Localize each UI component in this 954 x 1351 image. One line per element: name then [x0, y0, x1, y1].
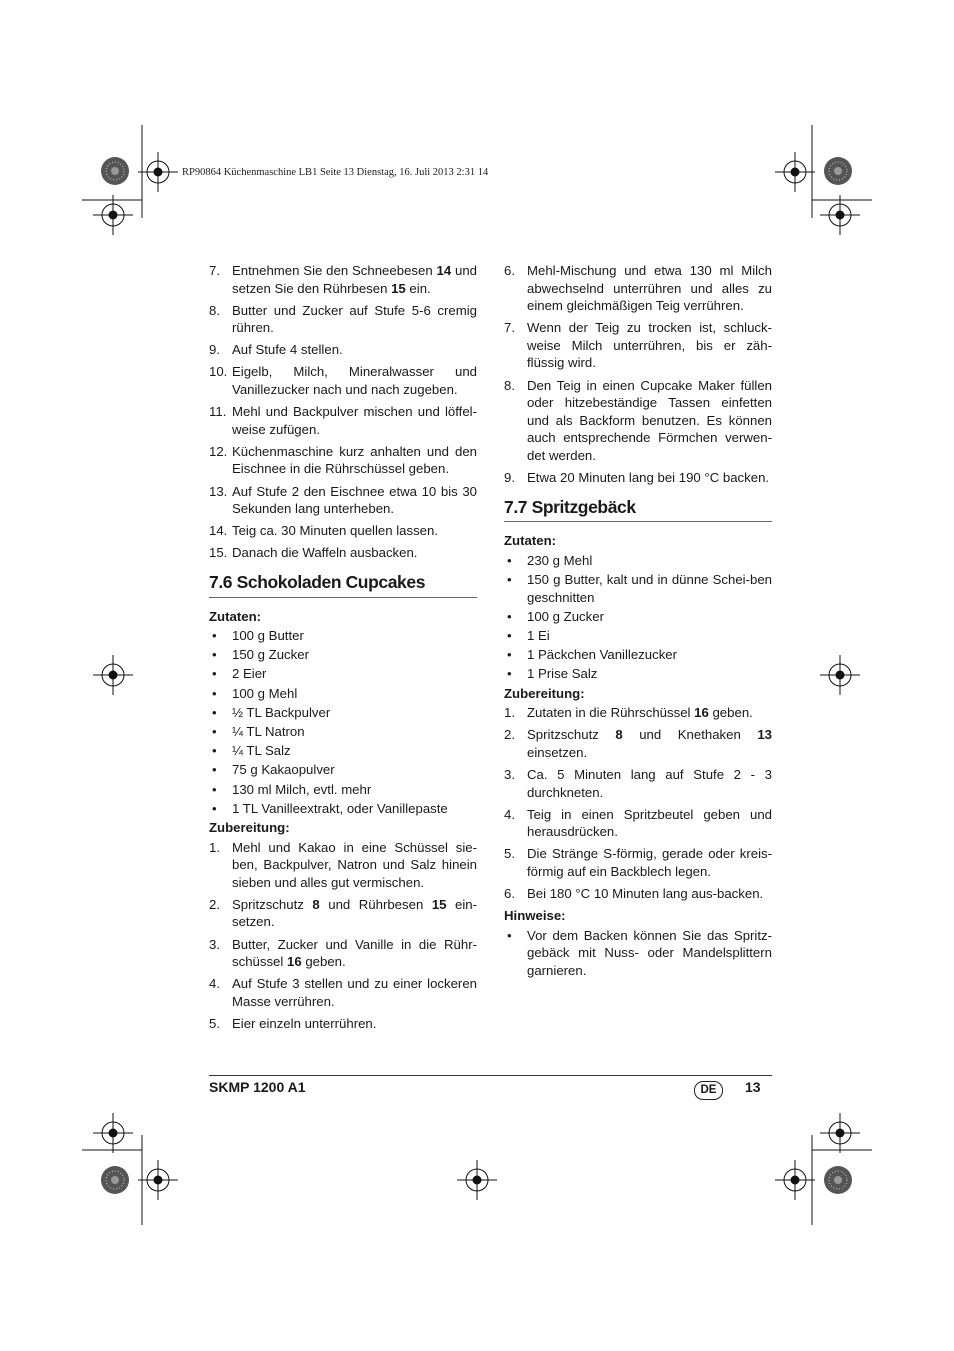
- color-bar-mark-top-left: [101, 157, 129, 185]
- step-number: 8.: [504, 377, 515, 393]
- registration-mark-top-left: [138, 152, 178, 192]
- part-number-ref: 14: [436, 263, 452, 278]
- page-number: 13: [745, 1079, 761, 1095]
- registration-mark-top-right: [775, 152, 815, 192]
- step-number: 9.: [209, 342, 220, 358]
- step-number: 11.: [209, 404, 227, 420]
- step-number: 3.: [209, 936, 220, 952]
- bullet-icon: •: [212, 666, 217, 682]
- part-number-ref: 13: [757, 727, 772, 743]
- step-text: Danach die Waffeln ausbacken.: [232, 545, 418, 561]
- bullet-icon: •: [212, 685, 217, 701]
- step-text: Mehl und Kakao in eine Schüssel sie-ben, Backpulver, Natron und Salz hinein sieben und alles gut vermischen.: [232, 839, 477, 890]
- bullet-icon: •: [507, 666, 512, 682]
- bullet-icon: •: [212, 800, 217, 816]
- print-slug: RP90864 Küchenmaschine LB1 Seite 13 Dienstag, 16. Juli 2013 2:31 14: [182, 167, 489, 178]
- color-bar-mark-bottom-right: [824, 1166, 852, 1194]
- step-number: 14.: [209, 523, 228, 539]
- registration-mark-right-mid: [820, 655, 860, 695]
- bullet-icon: •: [212, 647, 217, 663]
- part-number-ref: 8: [615, 727, 623, 743]
- language-badge: DE: [694, 1081, 723, 1100]
- preparation-label: Zubereitung:: [504, 685, 585, 701]
- step-text: Zutaten in die Rührschüssel 16 geben.: [527, 705, 753, 721]
- part-number-ref: 8: [312, 896, 320, 912]
- step-text: Teig ca. 30 Minuten quellen lassen.: [232, 523, 439, 539]
- registration-mark-right-lower: [820, 1113, 860, 1153]
- bullet-icon: •: [507, 608, 512, 624]
- step-text: Butter und Zucker auf Stufe 5-6 cremig rühren.: [232, 302, 477, 336]
- registration-mark-left-upper: [93, 195, 133, 235]
- bullet-text: ¼ TL Natron: [232, 724, 305, 740]
- bullet-text: 1 Päckchen Vanillezucker: [527, 647, 678, 663]
- step-number: 7.: [504, 320, 515, 336]
- bullet-icon: •: [507, 572, 512, 587]
- step-text: Auf Stufe 3 stellen und zu einer lockeren Masse verrühren.: [232, 976, 477, 1009]
- bullet-icon: •: [507, 927, 512, 943]
- registration-mark-left-lower: [93, 1113, 133, 1153]
- step-text: Entnehmen Sie den Schneebesen 14 und setzen Sie den Rührbesen 15 ein.: [232, 263, 478, 296]
- step-text: Die Stränge S-förmig, gerade oder kreis-förmig auf ein Backblech legen.: [527, 846, 772, 879]
- bullet-text: Vor dem Backen können Sie das Spritz-gebäck mit Nuss- oder Mandelsplittern garnieren.: [527, 927, 772, 978]
- model-number: SKMP 1200 A1: [209, 1079, 306, 1095]
- step-number: 6.: [504, 263, 515, 278]
- bullet-icon: •: [212, 743, 217, 759]
- part-number-ref: 15: [431, 896, 447, 912]
- step-number: 1.: [209, 839, 220, 855]
- step-number: 8.: [209, 302, 220, 318]
- bullet-icon: •: [507, 552, 512, 568]
- bullet-text: 100 g Zucker: [527, 608, 604, 624]
- step-text: Etwa 20 Minuten lang bei 190 °C backen.: [527, 470, 770, 486]
- part-number-ref: 16: [694, 705, 709, 721]
- bullet-icon: •: [212, 781, 217, 797]
- bullet-text: ¼ TL Salz: [232, 743, 291, 759]
- step-text: Spritzschutz 8 und Rührbesen 15 ein-setzen.: [232, 896, 478, 930]
- bullet-text: 100 g Butter: [232, 628, 304, 644]
- color-bar-mark-top-right: [824, 157, 852, 185]
- step-number: 7.: [209, 263, 220, 278]
- step-text: Ca. 5 Minuten lang auf Stufe 2 - 3 durchkneten.: [527, 766, 772, 800]
- bullet-icon: •: [507, 627, 512, 643]
- bullet-icon: •: [507, 647, 512, 663]
- registration-mark-right-upper: [820, 195, 860, 235]
- step-number: 13.: [209, 483, 228, 499]
- registration-mark-bottom-center: [457, 1160, 497, 1200]
- bullet-icon: •: [212, 704, 217, 720]
- step-number: 12.: [209, 443, 228, 459]
- step-text: Küchenmaschine kurz anhalten und den Eischnee in die Rührschüssel geben.: [232, 443, 477, 477]
- step-number: 1.: [504, 705, 515, 721]
- ingredients-label: Zutaten:: [504, 533, 557, 549]
- section-title: 7.7 Spritzgebäck: [504, 499, 772, 523]
- step-number: 3.: [504, 766, 515, 782]
- registration-mark-left-mid: [93, 655, 133, 695]
- bullet-text: 1 Prise Salz: [527, 666, 598, 682]
- step-number: 15.: [209, 545, 228, 561]
- bullet-text: 230 g Mehl: [527, 552, 593, 568]
- bullet-text: 100 g Mehl: [232, 685, 298, 701]
- registration-mark-bottom-left: [138, 1160, 178, 1200]
- step-text: Wenn der Teig zu trocken ist, schluck-weise Milch unterrühren, bis er zäh-flüssig wird.: [527, 320, 772, 371]
- step-text: Teig in einen Spritzbeutel geben und herausdrücken.: [527, 806, 772, 840]
- bullet-text: 1 Ei: [527, 627, 550, 643]
- bullet-icon: •: [212, 628, 217, 644]
- crop-lines: [82, 125, 872, 1225]
- step-number: 4.: [209, 976, 220, 992]
- bullet-text: 2 Eier: [232, 666, 267, 682]
- section-title: 7.6 Schokoladen Cupcakes: [209, 574, 477, 598]
- step-text: Eier einzeln unterrühren.: [232, 1015, 377, 1031]
- step-number: 2.: [504, 727, 515, 743]
- step-text: Eigelb, Milch, Mineralwasser und Vanillezucker nach und nach zugeben.: [232, 364, 477, 398]
- step-number: 10.: [209, 364, 228, 380]
- bullet-text: 150 g Zucker: [232, 647, 309, 663]
- step-number: 9.: [504, 470, 515, 486]
- color-bar-mark-bottom-left: [101, 1166, 129, 1194]
- step-text: Bei 180 °C 10 Minuten lang aus-backen.: [527, 885, 764, 901]
- part-number-ref: 15: [391, 280, 406, 296]
- step-number: 4.: [504, 806, 515, 822]
- step-number: 5.: [504, 846, 515, 862]
- preparation-label: Zubereitung:: [209, 819, 290, 835]
- ingredients-label: Zutaten:: [209, 608, 262, 624]
- step-text: Auf Stufe 4 stellen.: [232, 342, 343, 358]
- step-text: Mehl und Backpulver mischen und löffel-weise zufügen.: [232, 404, 477, 437]
- step-text: Spritzschutz 8 und Knethaken 13 einsetzen.: [527, 727, 772, 760]
- bullet-text: 75 g Kakaopulver: [232, 762, 335, 778]
- bullet-text: 130 ml Milch, evtl. mehr: [232, 781, 372, 797]
- step-number: 6.: [504, 885, 515, 901]
- registration-mark-bottom-right: [775, 1160, 815, 1200]
- part-number-ref: 16: [286, 954, 302, 970]
- step-text: Den Teig in einen Cupcake Maker füllen oder hitzebeständige Tassen einfetten und als Backform benutzen. Es können auch entsprechende Förmchen verwen-det werden.: [527, 377, 772, 463]
- notes-label: Hinweise:: [504, 908, 566, 924]
- bullet-text: 150 g Butter, kalt und in dünne Schei-ben geschnitten: [527, 572, 772, 605]
- bullet-text: 1 TL Vanilleextrakt, oder Vanillepaste: [232, 800, 448, 816]
- bullet-icon: •: [212, 762, 217, 778]
- step-number: 2.: [209, 896, 220, 912]
- step-text: Butter, Zucker und Vanille in die Rühr-schüssel 16 geben.: [232, 936, 477, 970]
- step-text: Mehl-Mischung und etwa 130 ml Milch abwechselnd unterrühren und alles zu einem gleichmäßigen Teig verrühren.: [527, 263, 772, 314]
- step-number: 5.: [209, 1015, 220, 1031]
- step-text: Auf Stufe 2 den Eischnee etwa 10 bis 30 Sekunden lang unterheben.: [232, 483, 477, 517]
- bullet-text: ½ TL Backpulver: [232, 704, 331, 720]
- bullet-icon: •: [212, 724, 217, 740]
